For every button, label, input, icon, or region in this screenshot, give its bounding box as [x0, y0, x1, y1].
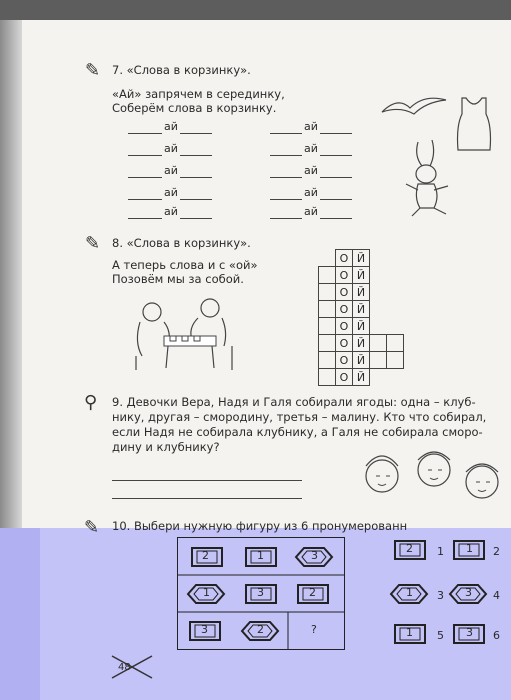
grid-cell[interactable]: [319, 369, 336, 386]
blank-ay: ай: [164, 164, 178, 177]
grid-cell[interactable]: О: [336, 301, 353, 318]
option-4-number: 4: [493, 589, 500, 602]
blank-line[interactable]: [270, 133, 302, 134]
task9-line4: дину и клубнику?: [112, 440, 220, 454]
grid-cell[interactable]: [387, 352, 404, 369]
matrix-cell-label: 3: [201, 623, 208, 636]
grid-cell[interactable]: О: [336, 250, 353, 267]
grid-cell[interactable]: [370, 335, 387, 352]
blank-ay: ай: [304, 205, 318, 218]
blank-line[interactable]: [270, 177, 302, 178]
blank-line[interactable]: [320, 133, 352, 134]
grid-cell[interactable]: О: [336, 267, 353, 284]
pencil-icon: ✎: [85, 60, 101, 81]
answer-line[interactable]: [112, 498, 302, 499]
option-5-label: 1: [406, 626, 413, 639]
rabbit-illustration: [400, 138, 460, 220]
blank-ay: ай: [304, 142, 318, 155]
task10-title: 10. Выбери нужную фигуру из 6 пронумерованн: [112, 519, 408, 533]
blank-line[interactable]: [320, 177, 352, 178]
blank-line[interactable]: [270, 155, 302, 156]
matrix-cell-label: 3: [311, 549, 318, 562]
three-girls-illustration: [354, 446, 504, 516]
blank-line[interactable]: [180, 133, 212, 134]
blank-line[interactable]: [320, 155, 352, 156]
blank-ay: ай: [304, 186, 318, 199]
option-4-label: 3: [465, 586, 472, 599]
grid-cell[interactable]: [319, 267, 336, 284]
task8-title: 8. «Слова в корзинку».: [112, 236, 251, 250]
option-6-label: 3: [466, 626, 473, 639]
blank-line[interactable]: [270, 218, 302, 219]
grid-cell[interactable]: [319, 284, 336, 301]
matrix-cell-label: 1: [203, 586, 210, 599]
blank-line[interactable]: [320, 218, 352, 219]
option-5-number: 5: [437, 629, 444, 642]
grid-cell[interactable]: Й: [353, 369, 370, 386]
blank-line[interactable]: [128, 155, 162, 156]
page-number: 48: [118, 662, 131, 673]
grid-cell[interactable]: [319, 301, 336, 318]
grid-cell[interactable]: [319, 335, 336, 352]
grid-cell[interactable]: [319, 318, 336, 335]
blank-ay: ай: [164, 205, 178, 218]
grid-cell[interactable]: Й: [353, 250, 370, 267]
option-2-number: 2: [493, 545, 500, 558]
grid-cell[interactable]: [319, 352, 336, 369]
magnifier-icon: ⚲: [84, 392, 98, 413]
task7-line1: «Ай» запрячем в серединку,: [112, 87, 285, 101]
task7-line2: Соберём слова в корзинку.: [112, 101, 277, 115]
task8-line1: А теперь слова и с «ой»: [112, 258, 258, 272]
blank-ay: ай: [164, 142, 178, 155]
grid-cell[interactable]: О: [336, 335, 353, 352]
blank-line[interactable]: [128, 199, 162, 200]
bird-illustration: [380, 90, 450, 120]
matrix-cell-label: 1: [257, 549, 264, 562]
grid-cell[interactable]: [387, 335, 404, 352]
blank-ay: ай: [304, 120, 318, 133]
blank-line[interactable]: [180, 177, 212, 178]
blank-ay: ай: [304, 164, 318, 177]
matrix-cell-label: 2: [202, 549, 209, 562]
page-spine-shadow: [0, 20, 22, 530]
blank-line[interactable]: [180, 155, 212, 156]
scan-top-edge: [0, 0, 511, 20]
option-3-number: 3: [437, 589, 444, 602]
grid-cell[interactable]: Й: [353, 318, 370, 335]
crossed-pencils-icon: [108, 652, 156, 682]
pencil-icon: ✎: [84, 517, 100, 538]
figure-matrix: [177, 537, 345, 650]
blank-line[interactable]: [128, 133, 162, 134]
grid-cell[interactable]: О: [336, 352, 353, 369]
blank-ay: ай: [164, 120, 178, 133]
missing-figure-mark: ?: [311, 623, 317, 636]
option-6-number: 6: [493, 629, 500, 642]
grid-cell[interactable]: Й: [353, 352, 370, 369]
task9-line2: нику, другая – смородину, третья – малину. Кто что собирал,: [112, 410, 487, 424]
task9-line3: если Надя не собирала клубнику, а Галя не собирала сморо-: [112, 425, 483, 439]
grid-cell[interactable]: [370, 352, 387, 369]
blank-line[interactable]: [180, 218, 212, 219]
blank-line[interactable]: [128, 218, 162, 219]
grid-cell[interactable]: Й: [353, 267, 370, 284]
option-1-label: 2: [406, 542, 413, 555]
task7-title: 7. «Слова в корзинку».: [112, 63, 251, 77]
option-2-label: 1: [466, 542, 473, 555]
matrix-cell-label: 2: [257, 623, 264, 636]
blank-line[interactable]: [128, 177, 162, 178]
pencil-icon: ✎: [85, 233, 101, 254]
blank-line[interactable]: [320, 199, 352, 200]
task8-line2: Позовём мы за собой.: [112, 272, 244, 286]
blank-line[interactable]: [270, 199, 302, 200]
grid-cell[interactable]: Й: [353, 284, 370, 301]
task9-line1: 9. Девочки Вера, Надя и Галя собирали ягоды: одна – клуб-: [112, 395, 476, 409]
matrix-cell-label: 2: [309, 586, 316, 599]
matrix-cell-label: 3: [257, 586, 264, 599]
grid-cell[interactable]: Й: [353, 335, 370, 352]
oy-word-grid: [318, 249, 404, 386]
chess-players-illustration: [128, 296, 240, 372]
grid-cell[interactable]: О: [336, 284, 353, 301]
blank-ay: ай: [164, 186, 178, 199]
option-1-number: 1: [437, 545, 444, 558]
grid-cell[interactable]: Й: [353, 301, 370, 318]
option-3-label: 1: [406, 586, 413, 599]
grid-cell[interactable]: О: [336, 369, 353, 386]
grid-cell[interactable]: О: [336, 318, 353, 335]
blank-line[interactable]: [180, 199, 212, 200]
answer-line[interactable]: [112, 480, 302, 481]
